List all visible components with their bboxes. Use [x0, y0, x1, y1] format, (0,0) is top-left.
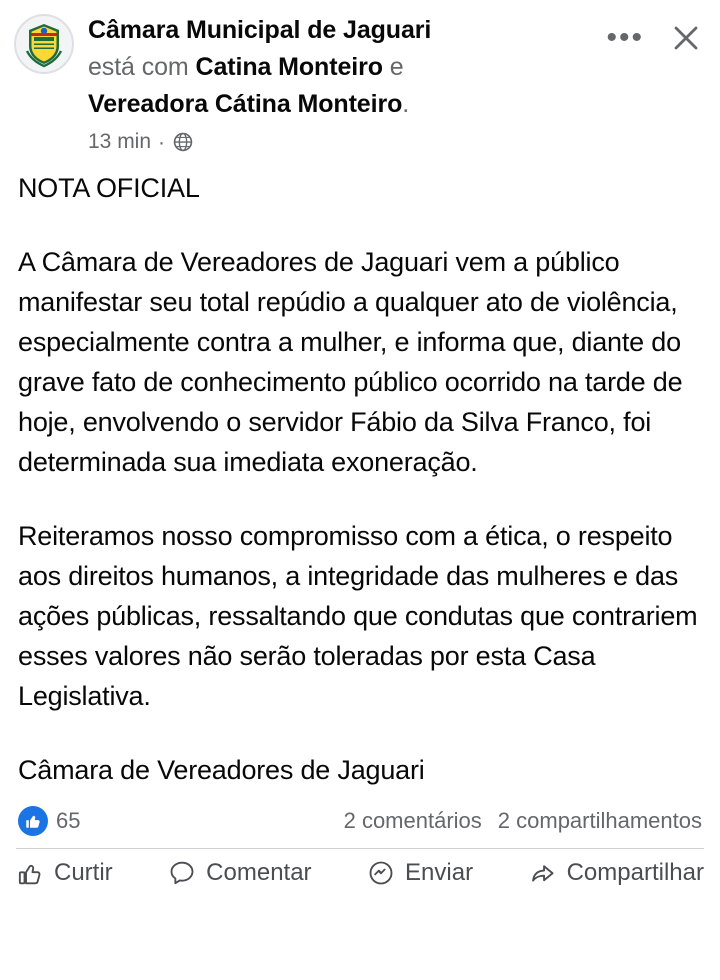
avatar[interactable]	[14, 14, 74, 74]
post-header	[0, 0, 720, 154]
post-meta	[88, 130, 606, 154]
thumbs-up-filled-icon	[18, 806, 48, 836]
ellipsis-icon[interactable]: •••	[606, 21, 644, 54]
send-button-label: Enviar	[405, 859, 474, 886]
post-paragraph-1: A Câmara de Vereadores de Jaguari vem a público manifestar seu total repúdio a qualquer ato de violência, especialmente contra a mulher, e informa que, diante do grave fato de conhecimento público ocorrido na tarde de hoje, envolvendo o servidor Fábio da Silva Franco, foi determinada sua imediata exoneração.	[18, 247, 683, 477]
send-button[interactable]	[367, 859, 473, 887]
post-author-block	[74, 10, 606, 154]
tag-prefix-label: está com	[88, 53, 189, 81]
globe-icon[interactable]	[172, 131, 194, 153]
thumbs-up-icon	[16, 859, 44, 887]
tag-conjunction-label: e	[389, 53, 404, 81]
share-arrow-icon	[529, 859, 557, 887]
post-tagged-line-1	[88, 49, 606, 86]
like-button[interactable]	[16, 859, 113, 887]
reaction-counts	[344, 808, 702, 834]
like-button-label: Curtir	[54, 859, 113, 886]
comment-bubble-icon	[168, 859, 196, 887]
post-author-line	[88, 12, 606, 49]
comment-button[interactable]	[168, 859, 311, 887]
share-button-label: Compartilhar	[566, 859, 704, 886]
comments-count[interactable]: 2 comentários	[343, 808, 482, 833]
post-header-actions	[606, 10, 706, 54]
post-paragraph-2: Reiteramos nosso compromisso com a ética, o respeito aos direitos humanos, a integridade das mulheres e das ações públicas, ressaltando que condutas que contrariem esses valores não serão toleradas por esta Casa Legislativa.	[18, 521, 698, 711]
comment-button-label: Comentar	[206, 859, 312, 886]
close-icon[interactable]	[670, 22, 702, 54]
tag-period: .	[402, 90, 410, 118]
post-author-name[interactable]: Câmara Municipal de Jaguari	[88, 16, 432, 44]
post-signature: Câmara de Vereadores de Jaguari	[18, 755, 425, 785]
post-reactions-bar	[0, 796, 720, 836]
tagged-person-1[interactable]: Catina Monteiro	[195, 53, 383, 81]
messenger-icon	[367, 859, 395, 887]
reaction-count: 65	[56, 808, 81, 833]
reaction-summary[interactable]	[18, 806, 80, 836]
post-timestamp[interactable]: 13 min	[88, 130, 152, 153]
post-action-bar	[0, 849, 720, 893]
post-tagged-line-2	[88, 86, 606, 123]
meta-separator: ·	[158, 130, 166, 154]
tagged-person-2[interactable]: Vereadora Cátina Monteiro	[88, 90, 403, 118]
shares-count[interactable]: 2 compartilhamentos	[497, 808, 702, 833]
share-button[interactable]	[529, 859, 704, 887]
post-content	[0, 154, 720, 790]
post-heading: NOTA OFICIAL	[18, 173, 200, 203]
